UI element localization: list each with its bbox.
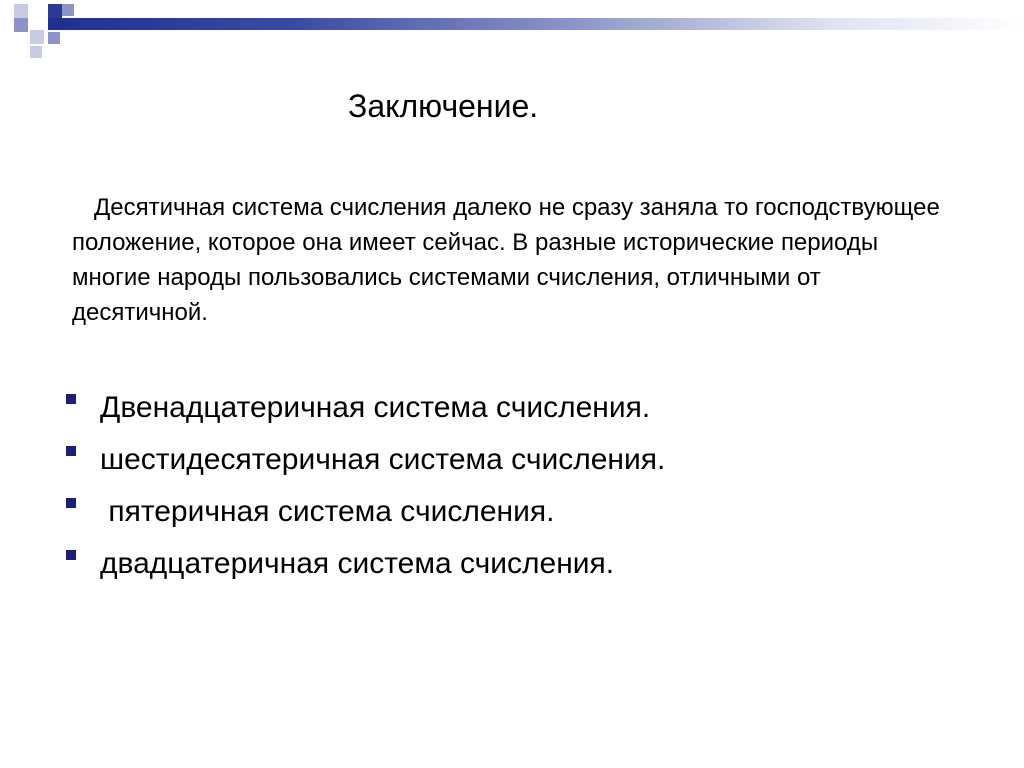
square-bullet-icon	[66, 394, 76, 404]
list-item	[66, 490, 966, 542]
deco-square	[14, 18, 28, 32]
list-item-text: шестидесятеричная система счисления.	[100, 443, 666, 476]
list-item	[66, 438, 966, 490]
deco-square	[14, 4, 28, 18]
bullet-list	[66, 386, 966, 594]
deco-square	[30, 30, 44, 44]
deco-square	[62, 4, 74, 16]
intro-paragraph: Десятичная система счисления далеко не сразу заняла то господствующее положение, которое она имеет сейчас. В разные исторические периоды многие народы пользовались системами счисления, отличными от десятичной.	[72, 194, 940, 326]
square-bullet-icon	[66, 498, 76, 508]
list-item	[66, 386, 966, 438]
list-item	[66, 542, 966, 594]
deco-square	[30, 46, 42, 58]
deco-square	[48, 4, 62, 18]
gradient-bar	[48, 18, 1024, 30]
list-item-text: пятеричная система счисления.	[100, 495, 555, 528]
square-bullet-icon	[66, 446, 76, 456]
deco-square	[48, 32, 60, 44]
list-item-text: Двенадцатеричная система счисления.	[100, 391, 651, 424]
list-item-text: двадцатеричная система счисления.	[100, 547, 615, 580]
slide-title: Заключение.	[348, 88, 539, 124]
square-bullet-icon	[66, 550, 76, 560]
